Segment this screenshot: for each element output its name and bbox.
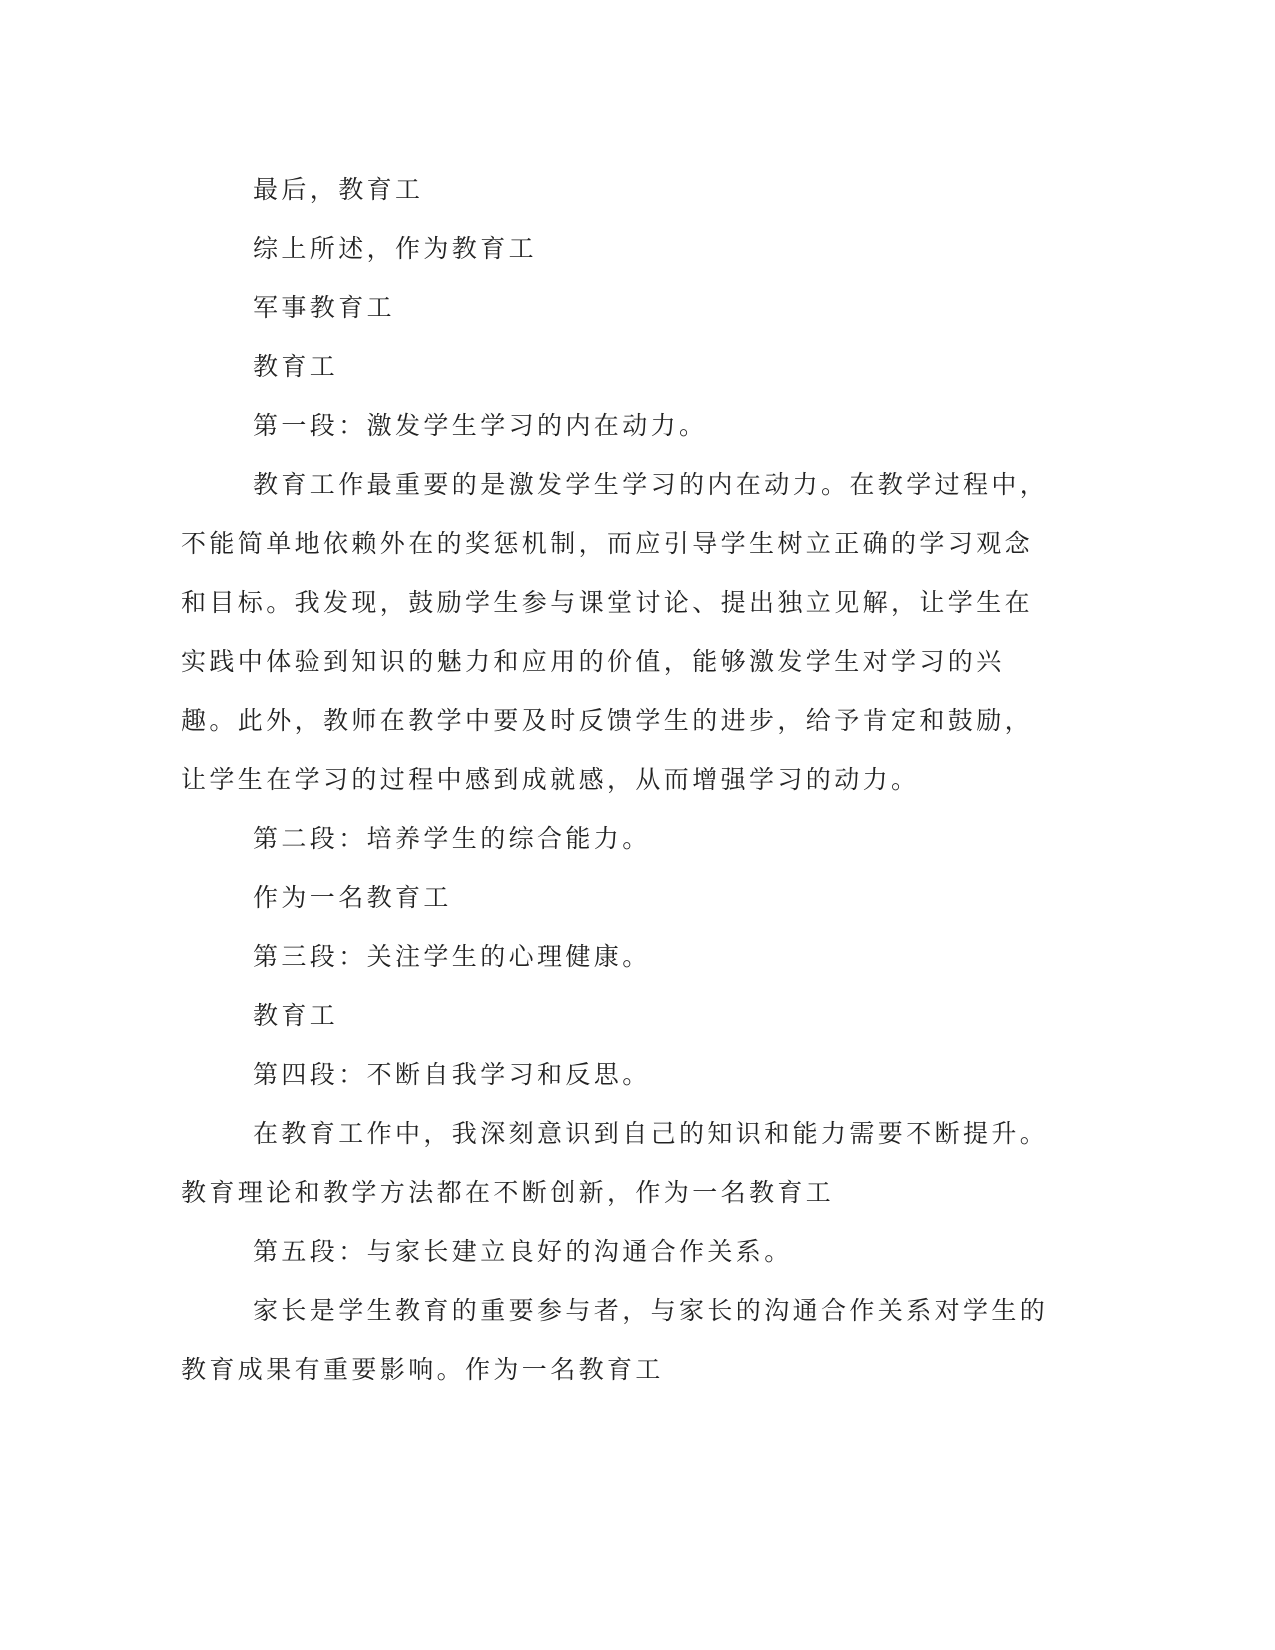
paragraph-mental-health: 教育工 [253, 1001, 339, 1030]
paragraph-self-learning: 在教育工作中，我深刻意识到自己的知识和能力需要不断提升。教育理论和教学方法都在不断创新，作为一名教育工 [181, 1119, 1049, 1207]
paragraph-comprehensive-ability: 作为一名教育工 [253, 883, 452, 912]
paragraph-closing: 最后，教育工 [253, 175, 424, 204]
document-body [181, 160, 1061, 1399]
section-heading-2: 第二段：培养学生的综合能力。 [253, 824, 651, 853]
paragraph-military-education: 军事教育工 [253, 293, 396, 322]
paragraph-motivation: 教育工作最重要的是激发学生学习的内在动力。在教学过程中，不能简单地依赖外在的奖惩机制，而应引导学生树立正确的学习观念和目标。我发现，鼓励学生参与课堂讨论、提出独立见解，让学生在实践中体验到知识的魅力和应用的价值，能够激发学生对学习的兴趣。此外，教师在教学中要及时反馈学生的进步，给予肯定和鼓励，让学生在学习的过程中感到成就感，从而增强学习的动力。 [181, 470, 1049, 794]
section-heading-5: 第五段：与家长建立良好的沟通合作关系。 [253, 1237, 793, 1266]
paragraph-parent-communication: 家长是学生教育的重要参与者，与家长的沟通合作关系对学生的教育成果有重要影响。作为一名教育工 [181, 1296, 1049, 1384]
paragraph-summary: 综上所述，作为教育工 [253, 234, 538, 263]
section-heading-3: 第三段：关注学生的心理健康。 [253, 942, 651, 971]
section-heading-4: 第四段：不断自我学习和反思。 [253, 1060, 651, 1089]
paragraph-educator: 教育工 [253, 352, 339, 381]
section-heading-1: 第一段：激发学生学习的内在动力。 [253, 411, 708, 440]
